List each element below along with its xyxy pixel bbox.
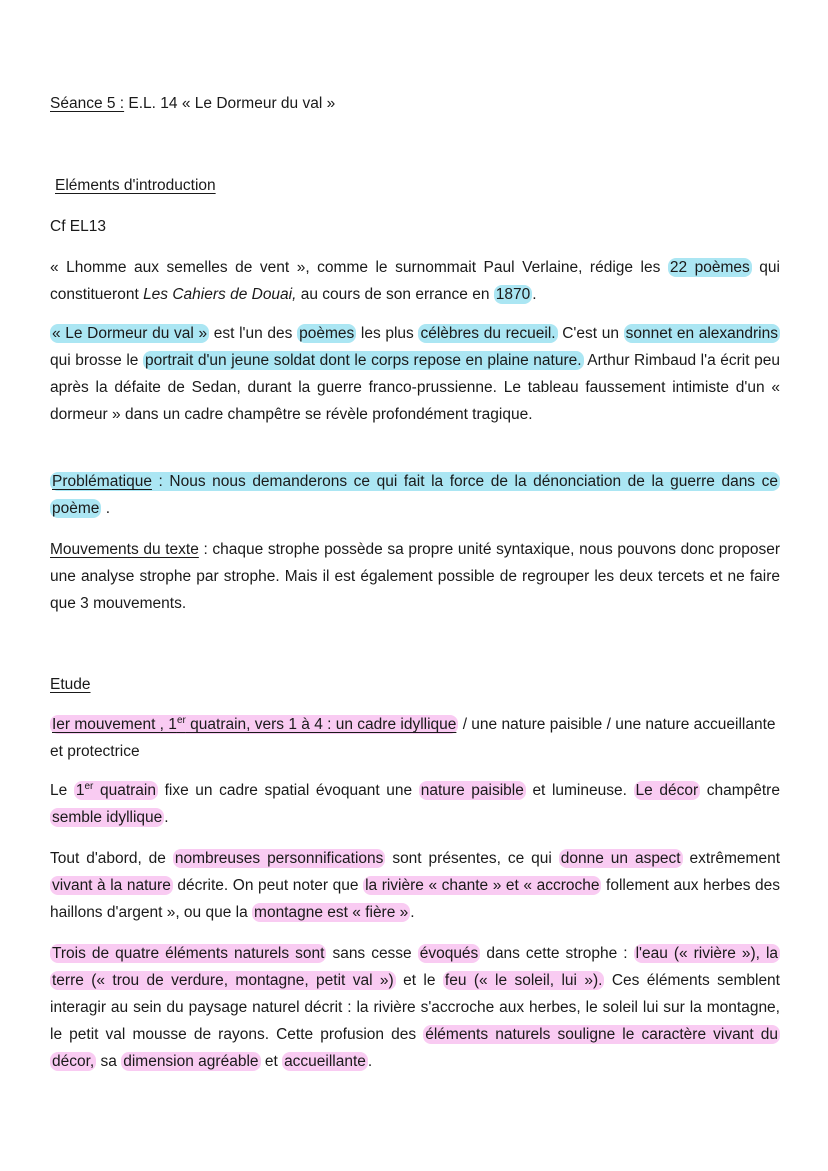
mouvements-paragraph: Mouvements du texte : chaque strophe possède sa propre unité syntaxique, nous pouvons donc proposer une analyse strophe par strophe. Mais il est également possible de regrouper les deux tercets et ne faire que 3 mouvements. — [50, 541, 780, 612]
page-title — [50, 90, 780, 117]
highlight: semble idyllique — [52, 809, 163, 826]
intro-heading: Eléments d'introduction — [55, 177, 216, 194]
highlight: la rivière « chante » et « accroche — [365, 877, 600, 894]
title-text: E.L. 14 « Le Dormeur du val » — [124, 95, 336, 112]
highlight: 1870 — [495, 286, 531, 303]
problematique-paragraph: Problématique : Nous nous demanderons ce qui fait la force de la dénonciation de la guerre dans ce poème . — [52, 473, 778, 517]
seance-label: Séance 5 : — [50, 95, 125, 112]
highlight: feu (« le soleil, lui »). — [444, 972, 603, 989]
book-title: Les Cahiers de Douai, — [143, 286, 297, 303]
problematique-label: Problématique — [52, 473, 152, 490]
highlight: 1er quatrain — [75, 781, 156, 799]
highlight: accueillante — [284, 1053, 366, 1070]
highlight: nombreuses personnifications — [174, 850, 384, 867]
highlight: évoqués — [419, 945, 479, 962]
etude-heading: Etude — [50, 676, 91, 693]
intro-paragraph-1: « Lhomme aux semelles de vent », comme le surnommait Paul Verlaine, rédige les 22 poèmes qui constitueront Les Cahiers de Douai, au cours de son errance en 1870 . — [50, 259, 780, 303]
mouvements-label: Mouvements du texte — [50, 541, 199, 558]
highlight: éléments naturels souligne le caractère vivant du décor, — [52, 1026, 778, 1070]
highlight: montagne est « fière » — [254, 904, 409, 921]
highlight: nature paisible — [420, 782, 524, 799]
analysis-paragraph-3: Trois de quatre éléments naturels sont sans cesse évoqués dans cette strophe : l'eau (« rivière »), la terre (« trou de verdure, montagne, petit val ») et le feu (« le soleil, lui »). Ces éléments semblent interagir au sein du paysage naturel décrit : la rivière s'accroche aux herbes, le soleil lui sur la montagne, le petit val mousse de rayons. Cette profusion des éléments naturels souligne le caractère vivant du décor, sa dimension agréable et accueillante . — [50, 945, 780, 1070]
first-movement-heading: Ier mouvement , 1er quatrain, vers 1 à 4 : un cadre idyllique / une nature paisible / une nature accueillante et protectrice — [50, 715, 776, 760]
highlight: 22 poèmes — [669, 259, 750, 276]
highlight: l'eau (« rivière »), la terre (« trou de verdure, montagne, petit val ») — [52, 945, 779, 989]
highlight: « Le Dormeur du val » — [52, 325, 208, 342]
highlight: Le décor — [635, 782, 699, 799]
analysis-paragraph-1: Le 1er quatrain fixe un cadre spatial évoquant une nature paisible et lumineuse. Le décor champêtre semble idyllique . — [50, 781, 780, 826]
highlight: Trois de quatre éléments naturels sont — [52, 945, 325, 962]
highlight: portrait d'un jeune soldat dont le corps repose en plaine nature. — [145, 352, 582, 369]
highlight: vivant à la nature — [52, 877, 171, 894]
highlight: Ier mouvement , 1er quatrain, vers 1 à 4 : un cadre idyllique — [52, 715, 457, 733]
analysis-paragraph-2: Tout d'abord, de nombreuses personnifications sont présentes, ce qui donne un aspect extrêmement vivant à la nature décrite. On peut noter que la rivière « chante » et « accroche follement aux herbes des haillons d'argent », ou que la montagne est « fière » . — [50, 850, 780, 921]
highlight: poèmes — [299, 325, 355, 342]
cf-reference: Cf EL13 — [50, 218, 107, 235]
highlight: dimension agréable — [123, 1053, 259, 1070]
highlight: donne un aspect — [560, 850, 681, 867]
highlight: célèbres du recueil. — [420, 325, 556, 342]
intro-paragraph-2: « Le Dormeur du val » est l'un des poèmes les plus célèbres du recueil. C'est un sonnet en alexandrins qui brosse le portrait d'un jeune soldat dont le corps repose en plaine nature. Arthur Rimbaud l'a écrit peu après la défaite de Sedan, durant la guerre franco-prussienne. Le tableau faussement intimiste d'un « dormeur » dans un cadre champêtre se révèle profondément tragique. — [50, 325, 780, 423]
highlight: Problématique : Nous nous demanderons ce qui fait la force de la dénonciation de la guerre dans ce poème — [52, 473, 778, 517]
highlight: sonnet en alexandrins — [625, 325, 778, 342]
